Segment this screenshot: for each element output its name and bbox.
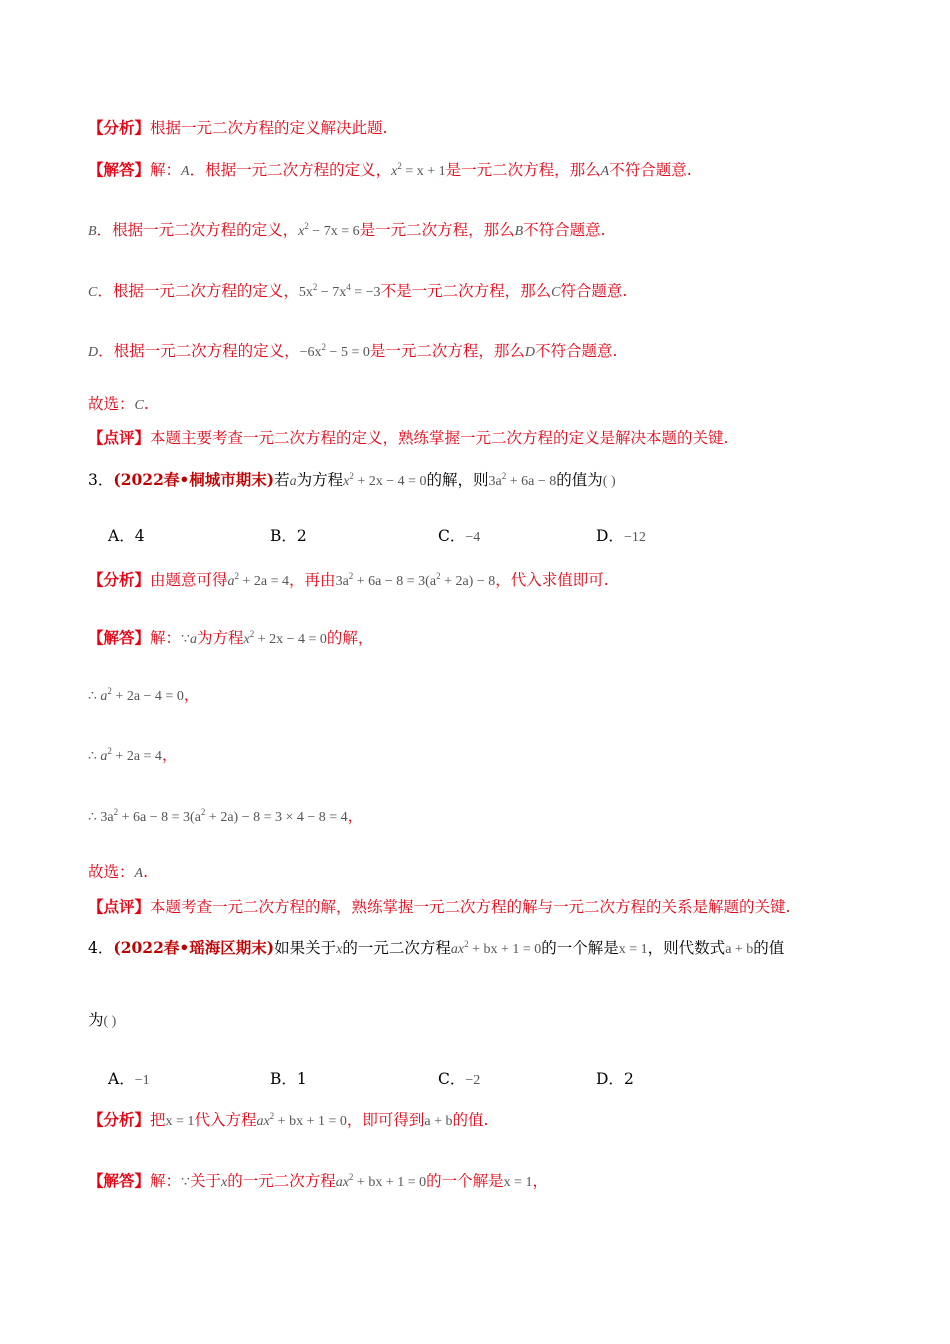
q3-comment: 【点评】本题考查一元二次方程的解，熟练掌握一元二次方程的解与一元二次方程的关系是解题的关键. — [88, 897, 791, 916]
equation-a: $x^2 = x + 1$ — [391, 161, 446, 179]
equation-d: $-6x^2 - 5 = 0$ — [299, 342, 370, 360]
answer-line-a: 【解答】解：A．根据一元二次方程的定义，$x^2 = x + 1$是一元二次方程，那么A不符合题意. — [88, 160, 692, 179]
answer-line-b: B．根据一元二次方程的定义，$x^2 - 7x = 6$是一元二次方程，那么B不符合题意. — [88, 221, 606, 239]
option-d: D．2 — [596, 1070, 634, 1088]
option-c: C．−4 — [438, 527, 481, 545]
question-source: (2022春•桐城市期末) — [113, 470, 275, 489]
analysis-text: 根据一元二次方程的定义解决此题. — [150, 119, 388, 137]
equation-b: $x^2 - 7x = 6$ — [298, 221, 360, 239]
comment-tag: 【点评】 — [88, 428, 151, 447]
answer-line-c: C．根据一元二次方程的定义，$5x^2 - 7x^4 = -3$不是一元二次方程，那么C符合题意. — [88, 282, 628, 300]
answer-blank: ( ) — [103, 1014, 117, 1029]
answer-line-d: D．根据一元二次方程的定义，$-6x^2 - 5 = 0$是一元二次方程，那么D不符合题意. — [88, 342, 618, 360]
analysis-tag: 【分析】 — [88, 118, 151, 137]
answer-tag: 【解答】 — [88, 628, 151, 647]
question-4-stem-cont: 为( ) — [88, 1011, 117, 1029]
option-d: D．−12 — [596, 527, 646, 545]
question-4-stem: 4．(2022春•瑶海区期末)如果关于x的一元二次方程$ax^2$ + bx + 1 = 0的一个解是x = 1，则代数式a + b的值 — [88, 938, 785, 957]
comment-line: 【点评】本题主要考查一元二次方程的定义，熟练掌握一元二次方程的定义是解决本题的关键. — [88, 428, 729, 447]
q4-answer: 【解答】解：∵关于x的一元二次方程$ax^2$ + bx + 1 = 0的一个解是x = 1， — [88, 1171, 549, 1190]
answer-blank: ( ) — [602, 474, 616, 489]
option-a: A．4 — [108, 527, 145, 545]
comment-tag: 【点评】 — [88, 897, 151, 916]
option-a: A．−1 — [108, 1070, 150, 1088]
question-source: (2022春•瑶海区期末) — [113, 938, 275, 957]
analysis-line — [88, 118, 387, 138]
question-3-stem: 3．(2022春•桐城市期末)若a为方程$x^2 + 2x - 4 = 0$的解，则$3a^2 + 6a - 8$的值为( ) — [88, 470, 616, 489]
letter-d: D — [88, 345, 99, 360]
q3-choice: 故选：A. — [88, 863, 149, 881]
chosen-answer: C — [134, 398, 144, 413]
analysis-tag: 【分析】 — [88, 1110, 151, 1129]
q4-analysis: 【分析】把x = 1代入方程$ax^2$ + bx + 1 = 0，即可得到a + b的值. — [88, 1110, 489, 1129]
answer-tag: 【解答】 — [88, 160, 151, 179]
option-b: B．2 — [270, 527, 307, 545]
letter-b: B — [88, 224, 97, 239]
letter-a: A — [181, 164, 190, 179]
q3-answer: 【解答】解：∵a为方程$x^2 + 2x - 4 = 0$的解， — [88, 628, 374, 647]
question-number: 3． — [88, 471, 114, 489]
q3-analysis: 【分析】由题意可得$a^2 + 2a = 4$，再由$3a^2 + 6a - 8 = 3(a^2 + 2a) - 8$，代入求值即可. — [88, 570, 609, 589]
q3-step-2: ∴ $a^2 + 2a = 4$， — [88, 746, 178, 764]
option-b: B．1 — [270, 1070, 307, 1088]
expression: $3a^2 + 6a - 8$ — [488, 471, 557, 489]
answer-tag: 【解答】 — [88, 1171, 151, 1190]
analysis-tag: 【分析】 — [88, 570, 151, 589]
choice-line: 故选：C. — [88, 395, 149, 413]
q3-step-3: ∴ $3a^2 + 6a - 8 = 3(a^2 + 2a) - 8 = 3 \times 4 - 8 = 4$， — [88, 807, 364, 825]
equation-c: $5x^2 - 7x^4 = -3$ — [298, 282, 381, 300]
chosen-answer: A — [134, 866, 144, 881]
q3-step-1: ∴ $a^2 + 2a - 4 = 0$， — [88, 686, 200, 704]
question-number: 4． — [88, 939, 114, 957]
option-c: C．−2 — [438, 1070, 481, 1088]
letter-c: C — [88, 285, 98, 300]
equation: $x^2 + 2x - 4 = 0$ — [343, 471, 427, 489]
